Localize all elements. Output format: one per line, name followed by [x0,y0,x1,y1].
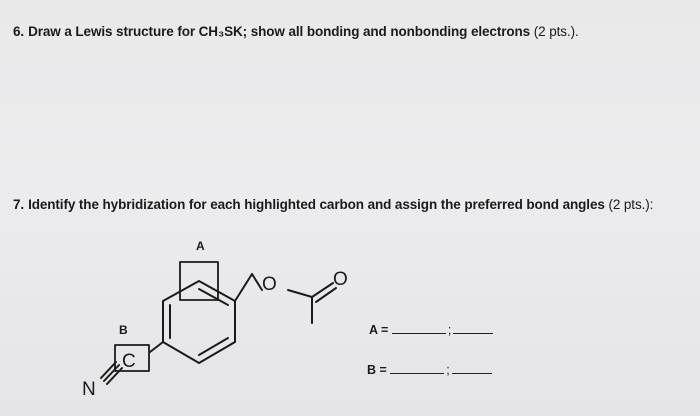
label-b: B [119,323,128,337]
answer-b-label: B = [367,363,387,377]
atom-o-carbonyl: O [333,269,348,290]
question-6-text: Draw a Lewis structure for CH₃SK; show all bonding and nonbonding electrons [28,24,531,39]
atom-n-nitrile: N [82,379,96,400]
answer-b-separator: ; [446,363,450,377]
bond-ring-nitrile [150,342,163,352]
question-7-points: (2 pts.): [608,197,654,212]
answer-a-label: A = [369,323,389,337]
answer-b-hybridization-blank[interactable] [390,363,444,374]
benzene-ring [163,281,235,363]
ring-double-bond-top [199,289,228,305]
question-7-number: 7. [13,197,25,212]
question-7-text: Identify the hybridization for each highlighted carbon and assign the preferred bond angles [28,197,605,212]
atom-c-nitrile: C [122,351,136,372]
atom-o-ether: O [262,274,277,295]
bond-ch2-o [252,274,262,290]
answer-b [367,363,492,377]
bond-ring-ch2 [235,274,252,301]
answer-a-separator: ; [447,323,452,337]
ring-double-bond-bottom [199,338,228,355]
answer-a-hybridization-blank[interactable] [392,323,446,334]
bond-o-carbonyl [288,290,312,297]
question-6-number: 6. [13,24,25,39]
bond-carbonyl-o-1 [312,283,333,297]
question-6-points: (2 pts.). [533,24,579,39]
answer-b-angle-blank[interactable] [452,363,492,374]
label-a: A [196,239,205,253]
answer-a [369,323,493,337]
bond-carbonyl-o-2 [316,288,336,302]
answer-a-angle-blank[interactable] [453,323,493,334]
